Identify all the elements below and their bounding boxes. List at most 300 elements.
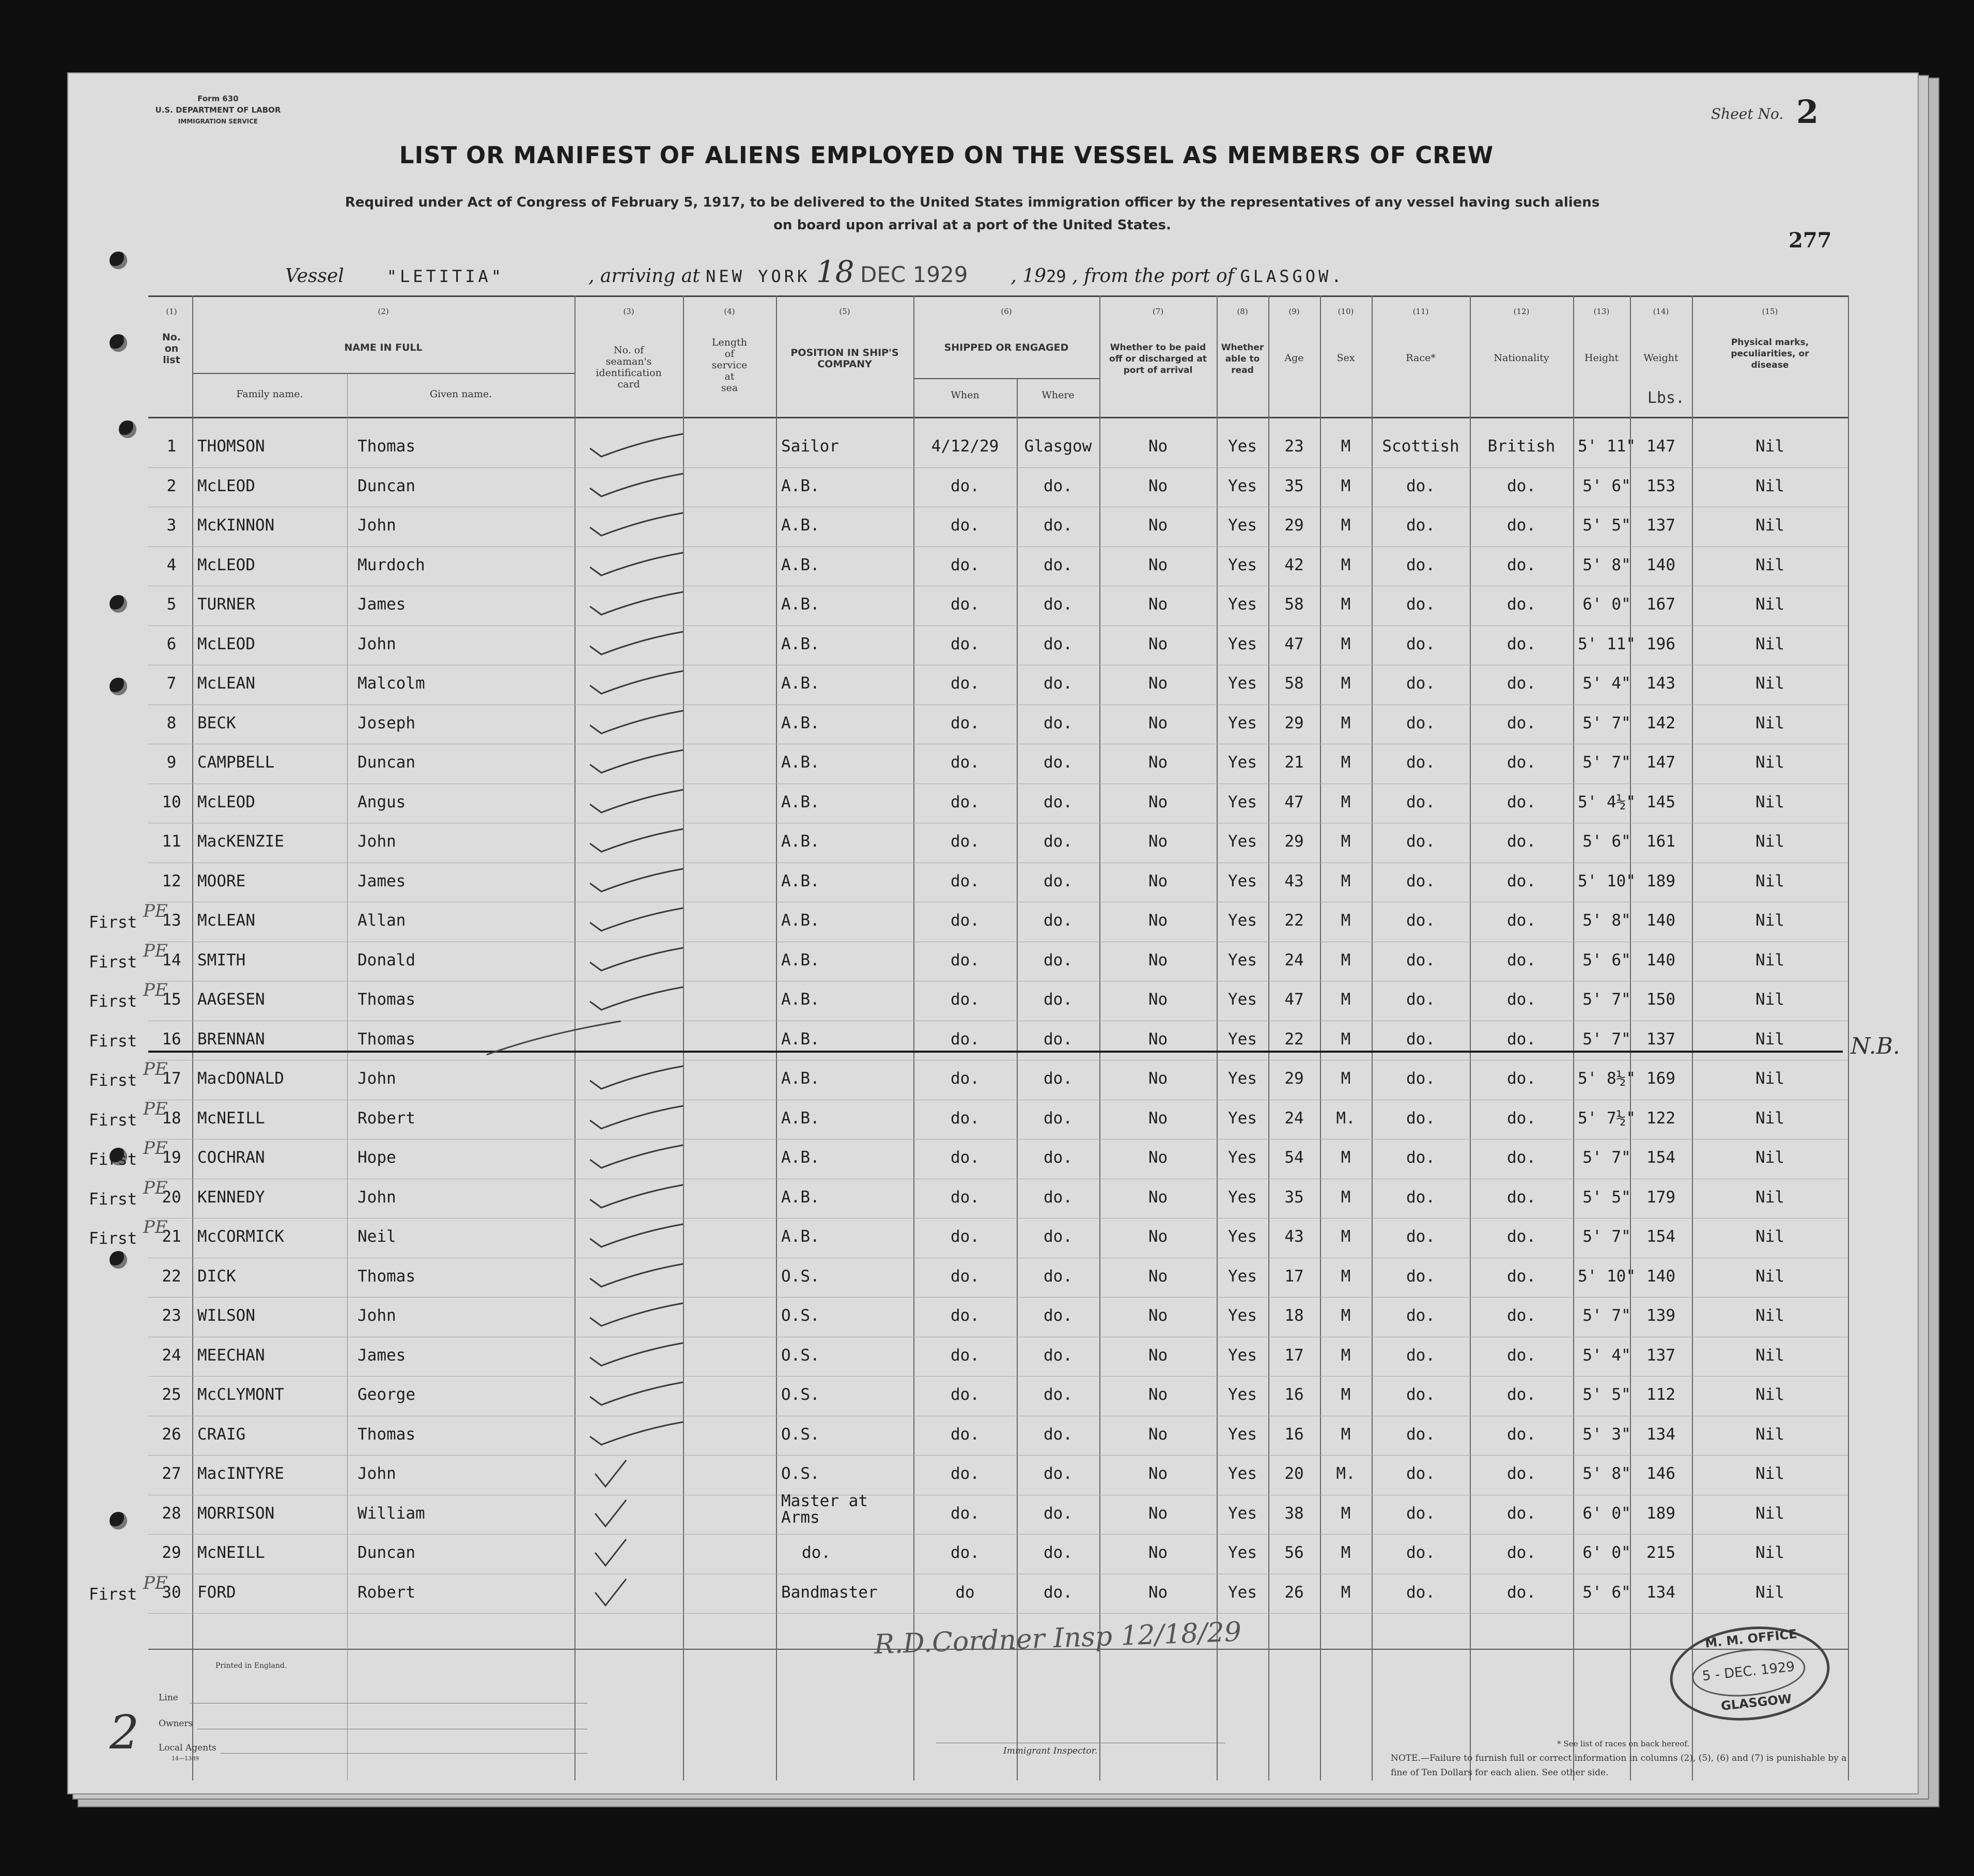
given-name-cell: Angus — [358, 792, 406, 811]
age-cell: 16 — [1284, 1385, 1304, 1404]
position-cell: A.B. — [781, 1227, 820, 1246]
age-cell: 17 — [1284, 1346, 1304, 1365]
header-bottom-rule — [148, 417, 1848, 418]
family-name-cell: BRENNAN — [197, 1029, 265, 1049]
pe-annotation: PE — [143, 1177, 168, 1198]
shipped-where-cell: do. — [1044, 792, 1073, 811]
able-to-read-cell: Yes — [1228, 1267, 1257, 1286]
shipped-when-cell: do. — [951, 1425, 980, 1444]
paid-off-cell: No — [1148, 1346, 1168, 1365]
row-number-cell: 3 — [166, 516, 177, 535]
row-number-cell: 24 — [162, 1346, 181, 1365]
weight-cell: 145 — [1646, 792, 1675, 811]
height-cell: 5' 4" — [1582, 1346, 1631, 1365]
header-line: COMPANY — [817, 358, 872, 370]
height-cell: 5' 7" — [1582, 1148, 1631, 1167]
check-mark-icon — [585, 1103, 688, 1134]
row-number-cell: 19 — [162, 1148, 181, 1167]
check-mark-icon — [585, 1261, 688, 1292]
row-number-cell: 17 — [162, 1069, 181, 1088]
shipped-where-cell: do. — [1044, 1306, 1073, 1325]
given-name-cell: John — [358, 516, 396, 535]
year-label: , 19 — [1011, 265, 1047, 287]
paid-off-cell: No — [1148, 1504, 1168, 1523]
nationality-cell: do. — [1507, 674, 1536, 693]
row-rule — [148, 1613, 1848, 1614]
physical-marks-cell: Nil — [1755, 1306, 1784, 1325]
weight-cell: 112 — [1646, 1385, 1675, 1404]
punch-hole — [110, 1251, 127, 1269]
check-mark-icon — [585, 866, 688, 897]
age-cell: 35 — [1284, 1187, 1304, 1207]
shipped-where-cell: do. — [1044, 911, 1073, 930]
paid-off-cell: No — [1148, 1069, 1168, 1088]
weight-cell: 161 — [1646, 832, 1675, 851]
pe-annotation: PE — [143, 1098, 168, 1119]
weight-cell: 137 — [1646, 516, 1675, 535]
race-cell: do. — [1406, 950, 1435, 970]
agents-code: 14—1389 — [172, 1755, 199, 1762]
column-number: (2) — [378, 307, 389, 316]
able-to-read-cell: Yes — [1228, 595, 1257, 614]
stamp-date: 5 - DEC. 1929 — [1701, 1659, 1796, 1684]
physical-marks-cell: Nil — [1755, 1069, 1784, 1088]
physical-marks-cell: Nil — [1755, 1583, 1784, 1602]
given-name-cell: John — [358, 1187, 396, 1207]
column-number: (12) — [1513, 307, 1530, 316]
able-to-read-cell: Yes — [1228, 753, 1257, 772]
weight-cell: 147 — [1646, 437, 1675, 456]
header-when: When — [951, 389, 980, 401]
header-able-to-read — [1217, 342, 1268, 376]
weight-cell: 137 — [1646, 1346, 1675, 1365]
given-name-cell: James — [358, 595, 406, 614]
height-cell: 5' 8" — [1582, 1464, 1631, 1483]
race-cell: do. — [1406, 1029, 1435, 1049]
subtitle-line-2: on board upon arrival at a port of the United States. — [773, 217, 1171, 233]
shipped-when-cell: do. — [951, 753, 980, 772]
able-to-read-cell: Yes — [1228, 634, 1257, 653]
race-cell: do. — [1406, 871, 1435, 890]
row-number-cell: 12 — [162, 871, 181, 890]
row-number-cell: 7 — [166, 674, 177, 693]
reference-number: 277 — [1789, 228, 1832, 253]
able-to-read-cell: Yes — [1228, 1187, 1257, 1207]
pe-annotation: PE — [143, 1217, 168, 1238]
height-cell: 5' 5" — [1582, 1187, 1631, 1207]
position-cell: O.S. — [781, 1464, 820, 1483]
height-cell: 5' 7" — [1582, 1029, 1631, 1049]
nationality-cell: do. — [1507, 1148, 1536, 1167]
strike-slash-mark — [481, 1019, 626, 1060]
nationality-cell: do. — [1507, 1227, 1536, 1246]
paid-off-cell: No — [1148, 476, 1168, 495]
office-stamp — [1665, 1619, 1834, 1728]
height-cell: 5' 3" — [1582, 1425, 1631, 1444]
position-cell: A.B. — [781, 871, 820, 890]
nationality-cell: do. — [1507, 911, 1536, 930]
able-to-read-cell: Yes — [1228, 1543, 1257, 1562]
sex-cell: M — [1341, 555, 1351, 574]
able-to-read-cell: Yes — [1228, 1583, 1257, 1602]
weight-cell: 196 — [1646, 634, 1675, 653]
age-cell: 58 — [1284, 595, 1304, 614]
weight-cell: 134 — [1646, 1425, 1675, 1444]
race-cell: do. — [1406, 634, 1435, 653]
paid-off-cell: No — [1148, 634, 1168, 653]
header-shipped-or-engaged: SHIPPED OR ENGAGED — [944, 342, 1069, 353]
given-name-cell: Duncan — [358, 476, 415, 495]
given-name-cell: James — [358, 1346, 406, 1365]
row-number-cell: 14 — [162, 950, 181, 970]
header-line: POSITION IN SHIP'S — [790, 347, 899, 358]
height-cell: 5' 8½" — [1578, 1069, 1636, 1088]
sex-cell: M — [1341, 476, 1351, 495]
family-name-cell: McLEOD — [197, 792, 255, 811]
nationality-cell: do. — [1507, 595, 1536, 614]
shipped-when-cell: do. — [951, 1385, 980, 1404]
form-number: Form 630 — [197, 94, 239, 103]
physical-marks-cell: Nil — [1755, 476, 1784, 495]
column-number: (10) — [1338, 307, 1354, 316]
weight-cell: 140 — [1646, 950, 1675, 970]
stamp-bottom-text: GLASGOW — [1720, 1691, 1793, 1714]
footer-notes — [1391, 1737, 1856, 1780]
position-cell: Sailor — [781, 437, 839, 456]
column-number: (5) — [839, 307, 850, 316]
race-cell: do. — [1406, 476, 1435, 495]
nationality-cell: do. — [1507, 1543, 1536, 1562]
physical-marks-cell: Nil — [1755, 1464, 1784, 1483]
nationality-cell: do. — [1507, 555, 1536, 574]
header-line: identification — [596, 367, 662, 379]
age-cell: 29 — [1284, 832, 1304, 851]
first-trip-mark: First — [89, 1229, 137, 1248]
age-cell: 58 — [1284, 674, 1304, 693]
age-cell: 38 — [1284, 1504, 1304, 1523]
family-name-cell: AAGESEN — [197, 990, 265, 1009]
shipped-when-cell: do. — [951, 713, 980, 732]
family-name-cell: McKINNON — [197, 516, 275, 535]
shipped-where-cell: do. — [1044, 1227, 1073, 1246]
strike-through-line — [148, 1051, 1843, 1053]
age-cell: 56 — [1284, 1543, 1304, 1562]
check-mark-icon — [585, 905, 688, 936]
race-cell: do. — [1406, 1148, 1435, 1167]
sex-cell: M — [1341, 792, 1351, 811]
age-cell: 22 — [1284, 1029, 1304, 1049]
given-name-cell: Thomas — [358, 437, 415, 456]
height-cell: 5' 6" — [1582, 832, 1631, 851]
sex-cell: M. — [1336, 1108, 1356, 1128]
subtitle — [301, 191, 1644, 237]
races-note: * See list of races on back hereof. — [1557, 1739, 1690, 1748]
header-line: sea — [721, 382, 738, 394]
sex-cell: M — [1341, 1267, 1351, 1286]
position-cell: A.B. — [781, 990, 820, 1009]
form-heading — [135, 93, 301, 127]
able-to-read-cell: Yes — [1228, 832, 1257, 851]
shipped-when-cell: do. — [951, 1504, 980, 1523]
position-cell: O.S. — [781, 1267, 820, 1286]
header-line: card — [617, 379, 640, 390]
shipped-where-cell: do. — [1044, 476, 1073, 495]
given-name-cell: Malcolm — [358, 674, 425, 693]
position-cell: A.B. — [781, 911, 820, 930]
shipped-when-cell: do. — [951, 1148, 980, 1167]
family-name-cell: MOORE — [197, 871, 246, 890]
height-cell: 5' 7½" — [1578, 1108, 1636, 1128]
vessel-label: Vessel — [285, 265, 344, 287]
age-cell: 26 — [1284, 1583, 1304, 1602]
shipped-when-cell: do. — [951, 595, 980, 614]
sheet-number: 2 — [1796, 93, 1819, 131]
paid-off-cell: No — [1148, 555, 1168, 574]
check-mark-icon — [585, 1379, 688, 1410]
row-number-cell: 8 — [166, 713, 177, 732]
weight-cell: 169 — [1646, 1069, 1675, 1088]
header-where: Where — [1042, 389, 1075, 401]
weight-cell: 140 — [1646, 1267, 1675, 1286]
physical-marks-cell: Nil — [1755, 555, 1784, 574]
paid-off-cell: No — [1148, 1108, 1168, 1128]
sex-cell: M — [1341, 516, 1351, 535]
family-name-cell: BECK — [197, 713, 236, 732]
pe-annotation: PE — [143, 940, 168, 961]
given-name-cell: Donald — [358, 950, 415, 970]
owners-label: Owners — [159, 1718, 193, 1729]
physical-marks-cell: Nil — [1755, 871, 1784, 890]
position-cell: O.S. — [781, 1425, 820, 1444]
physical-marks-cell: Nil — [1755, 1227, 1784, 1246]
shipped-when-cell: do. — [951, 1464, 980, 1483]
header-weight: Weight — [1643, 352, 1678, 364]
race-cell: do. — [1406, 792, 1435, 811]
race-cell: do. — [1406, 1425, 1435, 1444]
header-line: at — [724, 371, 735, 382]
race-cell: Scottish — [1382, 437, 1459, 456]
inspector-label: Immigrant Inspector. — [1003, 1746, 1098, 1756]
weight-cell: 140 — [1646, 911, 1675, 930]
weight-cell: 142 — [1646, 713, 1675, 732]
row-number-cell: 23 — [162, 1306, 181, 1325]
position-cell: A.B. — [781, 1148, 820, 1167]
given-name-cell: John — [358, 1306, 396, 1325]
family-name-cell: McNEILL — [197, 1108, 265, 1128]
physical-marks-cell: Nil — [1755, 713, 1784, 732]
header-paid-off — [1099, 342, 1217, 376]
weight-cell: 139 — [1646, 1306, 1675, 1325]
shipped-subheader-rule — [913, 378, 1099, 379]
family-name-cell: MORRISON — [197, 1504, 275, 1523]
height-cell: 5' 4½" — [1578, 792, 1636, 811]
column-number: (14) — [1653, 307, 1669, 316]
weight-cell: 146 — [1646, 1464, 1675, 1483]
shipped-where-cell: do. — [1044, 1069, 1073, 1088]
header-height: Height — [1584, 352, 1619, 364]
race-cell: do. — [1406, 832, 1435, 851]
shipped-where-cell: do. — [1044, 990, 1073, 1009]
physical-marks-cell: Nil — [1755, 1425, 1784, 1444]
header-line: Physical marks, — [1731, 337, 1809, 348]
race-cell: do. — [1406, 753, 1435, 772]
header-id-card — [574, 345, 683, 390]
header-family-name: Family name. — [236, 388, 303, 400]
nationality-cell: do. — [1507, 832, 1536, 851]
family-name-cell: THOMSON — [197, 437, 265, 456]
race-cell: do. — [1406, 1187, 1435, 1207]
shipped-when-cell: do. — [951, 950, 980, 970]
race-cell: do. — [1406, 1583, 1435, 1602]
sheet-label: Sheet No. — [1711, 105, 1784, 122]
given-name-cell: Duncan — [358, 1543, 415, 1562]
agents-field — [221, 1753, 587, 1754]
shipped-when-cell: do. — [951, 1187, 980, 1207]
physical-marks-cell: Nil — [1755, 1029, 1784, 1049]
able-to-read-cell: Yes — [1228, 1504, 1257, 1523]
able-to-read-cell: Yes — [1228, 516, 1257, 535]
shipped-where-cell: do. — [1044, 753, 1073, 772]
weight-cell: 167 — [1646, 595, 1675, 614]
race-cell: do. — [1406, 555, 1435, 574]
header-line: of — [724, 348, 735, 359]
height-cell: 5' 10" — [1578, 1267, 1636, 1286]
able-to-read-cell: Yes — [1228, 1069, 1257, 1088]
row-number-cell: 6 — [166, 634, 177, 653]
row-number-cell: 15 — [162, 990, 181, 1009]
column-number: (11) — [1412, 307, 1429, 316]
position-cell: A.B. — [781, 1029, 820, 1049]
physical-marks-cell: Nil — [1755, 792, 1784, 811]
check-mark-icon — [585, 708, 688, 739]
given-name-cell: John — [358, 832, 396, 851]
shipped-where-cell: do. — [1044, 871, 1073, 890]
check-mark-icon — [585, 668, 688, 699]
position-cell: do. — [802, 1543, 831, 1562]
table-top-rule — [148, 295, 1848, 297]
page-title: LIST OR MANIFEST OF ALIENS EMPLOYED ON THE VESSEL AS MEMBERS OF CREW — [399, 142, 1494, 169]
able-to-read-cell: Yes — [1228, 1385, 1257, 1404]
race-cell: do. — [1406, 516, 1435, 535]
manifest-page — [67, 72, 1919, 1794]
column-number: (7) — [1152, 307, 1164, 316]
row-rule — [148, 1376, 1848, 1377]
paid-off-cell: No — [1148, 1267, 1168, 1286]
family-name-cell: McLEAN — [197, 911, 255, 930]
pe-annotation: PE — [143, 1059, 168, 1080]
physical-marks-cell: Nil — [1755, 950, 1784, 970]
shipped-where-cell: do. — [1044, 516, 1073, 535]
check-mark-icon — [585, 1577, 688, 1608]
sex-cell: M — [1341, 990, 1351, 1009]
check-mark-icon — [585, 1498, 688, 1529]
height-cell: 5' 6" — [1582, 1583, 1631, 1602]
height-cell: 5' 8" — [1582, 555, 1631, 574]
shipped-when-cell: do. — [951, 1029, 980, 1049]
physical-marks-cell: Nil — [1755, 634, 1784, 653]
shipped-where-cell: do. — [1044, 595, 1073, 614]
age-cell: 29 — [1284, 516, 1304, 535]
given-name-cell: Robert — [358, 1108, 415, 1128]
height-cell: 5' 5" — [1582, 1385, 1631, 1404]
race-cell: do. — [1406, 1464, 1435, 1483]
sex-cell: M — [1341, 911, 1351, 930]
sex-cell: M — [1341, 674, 1351, 693]
age-cell: 20 — [1284, 1464, 1304, 1483]
check-mark-icon — [585, 510, 688, 541]
header-line: read — [1231, 365, 1254, 376]
race-cell: do. — [1406, 595, 1435, 614]
shipped-when-cell: do. — [951, 1227, 980, 1246]
able-to-read-cell: Yes — [1228, 911, 1257, 930]
header-line: service — [711, 359, 748, 371]
row-number-cell: 28 — [162, 1504, 181, 1523]
row-number-cell: 10 — [162, 792, 181, 811]
given-name-cell: Joseph — [358, 713, 415, 732]
shipped-where-cell: do. — [1044, 674, 1073, 693]
check-mark-icon — [585, 747, 688, 778]
given-name-cell: Thomas — [358, 1267, 415, 1286]
header-race: Race* — [1406, 352, 1436, 364]
shipped-when-cell: do. — [951, 1267, 980, 1286]
weight-cell: 189 — [1646, 1504, 1675, 1523]
family-name-cell: MacKENZIE — [197, 832, 284, 851]
header-line: list — [163, 354, 180, 366]
given-name-cell: Thomas — [358, 1029, 415, 1049]
able-to-read-cell: Yes — [1228, 1425, 1257, 1444]
paid-off-cell: No — [1148, 713, 1168, 732]
physical-marks-cell: Nil — [1755, 753, 1784, 772]
paid-off-cell: No — [1148, 1029, 1168, 1049]
height-cell: 5' 8" — [1582, 911, 1631, 930]
header-name-in-full: NAME IN FULL — [344, 342, 423, 353]
position-cell: A.B. — [781, 792, 820, 811]
shipped-where-cell: do. — [1044, 1583, 1073, 1602]
column-number: (13) — [1593, 307, 1610, 316]
able-to-read-cell: Yes — [1228, 1306, 1257, 1325]
nationality-cell: do. — [1507, 476, 1536, 495]
height-cell: 5' 7" — [1582, 990, 1631, 1009]
age-cell: 17 — [1284, 1267, 1304, 1286]
punch-hole — [110, 334, 127, 352]
paid-off-cell: No — [1148, 1385, 1168, 1404]
physical-marks-cell: Nil — [1755, 990, 1784, 1009]
paid-off-cell: No — [1148, 1543, 1168, 1562]
nationality-cell: do. — [1507, 1108, 1536, 1128]
given-name-cell: James — [358, 871, 406, 890]
nationality-cell: do. — [1507, 871, 1536, 890]
sex-cell: M. — [1336, 1464, 1356, 1483]
header-line: No. — [162, 332, 181, 343]
shipped-where-cell: do. — [1044, 1148, 1073, 1167]
family-name-cell: SMITH — [197, 950, 246, 970]
shipped-when-cell: do. — [951, 674, 980, 693]
age-cell: 42 — [1284, 555, 1304, 574]
check-mark-icon — [585, 1537, 688, 1568]
nationality-cell: do. — [1507, 1187, 1536, 1207]
position-cell: A.B. — [781, 595, 820, 614]
paid-off-cell: No — [1148, 1464, 1168, 1483]
nationality-cell: do. — [1507, 1425, 1536, 1444]
nationality-cell: do. — [1507, 1306, 1536, 1325]
year-value: 29 — [1046, 267, 1066, 286]
race-cell: do. — [1406, 1227, 1435, 1246]
sex-cell: M — [1341, 1187, 1351, 1207]
age-cell: 29 — [1284, 713, 1304, 732]
weight-cell: 154 — [1646, 1148, 1675, 1167]
arrival-day: 18 — [816, 254, 854, 289]
family-name-cell: McLEOD — [197, 634, 255, 653]
